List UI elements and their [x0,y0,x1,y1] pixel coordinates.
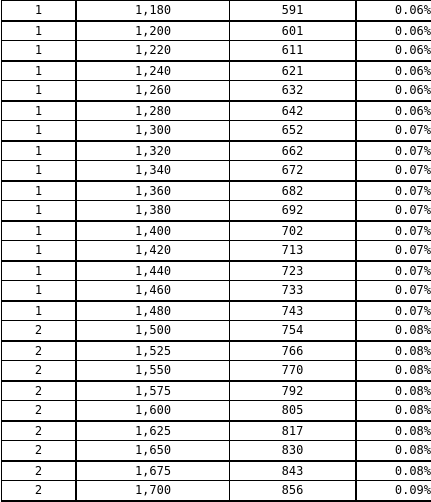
value-cell: 723 [230,261,357,281]
table-row [2,461,431,481]
level-cell: 1 [2,81,77,101]
table-row [2,181,431,201]
table-body [2,1,431,501]
amount-cell: 1,650 [76,441,230,461]
level-cell: 1 [2,121,77,141]
value-cell: 817 [230,421,357,441]
table-row [2,121,431,141]
amount-cell: 1,260 [76,81,230,101]
amount-cell: 1,600 [76,401,230,421]
amount-cell: 1,460 [76,281,230,301]
percent-cell: 0.06% [356,1,431,21]
percent-cell: 0.08% [356,341,431,361]
percent-cell: 0.07% [356,301,431,321]
value-cell: 672 [230,161,357,181]
percent-cell: 0.07% [356,141,431,161]
level-cell: 1 [2,241,77,261]
level-cell: 1 [2,281,77,301]
table-row [2,241,431,261]
percent-cell: 0.08% [356,401,431,421]
value-cell: 611 [230,41,357,61]
value-cell: 601 [230,21,357,41]
percent-cell: 0.08% [356,461,431,481]
level-cell: 2 [2,361,77,381]
percent-cell: 0.08% [356,321,431,341]
level-cell: 2 [2,401,77,421]
amount-cell: 1,400 [76,221,230,241]
table-row [2,321,431,341]
table-row [2,161,431,181]
table-row [2,81,431,101]
table-row [2,341,431,361]
amount-cell: 1,280 [76,101,230,121]
table-row [2,41,431,61]
value-cell: 682 [230,181,357,201]
value-cell: 621 [230,61,357,81]
level-cell: 1 [2,161,77,181]
percent-cell: 0.08% [356,361,431,381]
value-cell: 652 [230,121,357,141]
percent-cell: 0.07% [356,161,431,181]
level-cell: 1 [2,261,77,281]
percent-cell: 0.07% [356,221,431,241]
table-row [2,361,431,381]
percent-cell: 0.06% [356,61,431,81]
level-cell: 1 [2,201,77,221]
amount-cell: 1,575 [76,381,230,401]
value-cell: 792 [230,381,357,401]
amount-cell: 1,440 [76,261,230,281]
table-row [2,21,431,41]
value-cell: 713 [230,241,357,261]
table-row [2,481,431,501]
table-row [2,261,431,281]
amount-cell: 1,320 [76,141,230,161]
value-cell: 805 [230,401,357,421]
percent-cell: 0.07% [356,281,431,301]
value-cell: 692 [230,201,357,221]
percent-cell: 0.08% [356,441,431,461]
value-cell: 662 [230,141,357,161]
value-cell: 843 [230,461,357,481]
percent-cell: 0.07% [356,241,431,261]
level-cell: 1 [2,101,77,121]
percent-cell: 0.08% [356,421,431,441]
table-row [2,1,431,21]
table-row [2,101,431,121]
value-cell: 642 [230,101,357,121]
level-cell: 2 [2,341,77,361]
level-cell: 1 [2,1,77,21]
amount-cell: 1,550 [76,361,230,381]
level-cell: 2 [2,461,77,481]
value-cell: 770 [230,361,357,381]
amount-cell: 1,180 [76,1,230,21]
value-cell: 856 [230,481,357,501]
percent-cell: 0.08% [356,381,431,401]
amount-cell: 1,500 [76,321,230,341]
value-cell: 754 [230,321,357,341]
table-row [2,401,431,421]
table-row [2,301,431,321]
level-cell: 1 [2,41,77,61]
table-row [2,441,431,461]
percent-cell: 0.06% [356,41,431,61]
table-row [2,141,431,161]
amount-cell: 1,675 [76,461,230,481]
value-cell: 743 [230,301,357,321]
value-cell: 591 [230,1,357,21]
amount-cell: 1,220 [76,41,230,61]
level-cell: 1 [2,301,77,321]
value-cell: 830 [230,441,357,461]
percent-cell: 0.07% [356,121,431,141]
table-row [2,421,431,441]
amount-cell: 1,240 [76,61,230,81]
value-cell: 733 [230,281,357,301]
table-row [2,281,431,301]
level-cell: 1 [2,181,77,201]
level-cell: 1 [2,61,77,81]
amount-cell: 1,300 [76,121,230,141]
percent-cell: 0.07% [356,181,431,201]
data-table [1,0,431,502]
amount-cell: 1,380 [76,201,230,221]
amount-cell: 1,360 [76,181,230,201]
table-row [2,61,431,81]
percent-cell: 0.06% [356,81,431,101]
value-cell: 632 [230,81,357,101]
percent-cell: 0.06% [356,101,431,121]
percent-cell: 0.07% [356,261,431,281]
level-cell: 1 [2,141,77,161]
value-cell: 702 [230,221,357,241]
table-row [2,221,431,241]
level-cell: 2 [2,321,77,341]
level-cell: 1 [2,221,77,241]
amount-cell: 1,420 [76,241,230,261]
amount-cell: 1,200 [76,21,230,41]
amount-cell: 1,700 [76,481,230,501]
level-cell: 2 [2,381,77,401]
percent-cell: 0.06% [356,21,431,41]
amount-cell: 1,480 [76,301,230,321]
table-row [2,201,431,221]
percent-cell: 0.09% [356,481,431,501]
level-cell: 2 [2,441,77,461]
table-row [2,381,431,401]
level-cell: 2 [2,481,77,501]
percent-cell: 0.07% [356,201,431,221]
level-cell: 2 [2,421,77,441]
value-cell: 766 [230,341,357,361]
amount-cell: 1,525 [76,341,230,361]
level-cell: 1 [2,21,77,41]
amount-cell: 1,340 [76,161,230,181]
amount-cell: 1,625 [76,421,230,441]
